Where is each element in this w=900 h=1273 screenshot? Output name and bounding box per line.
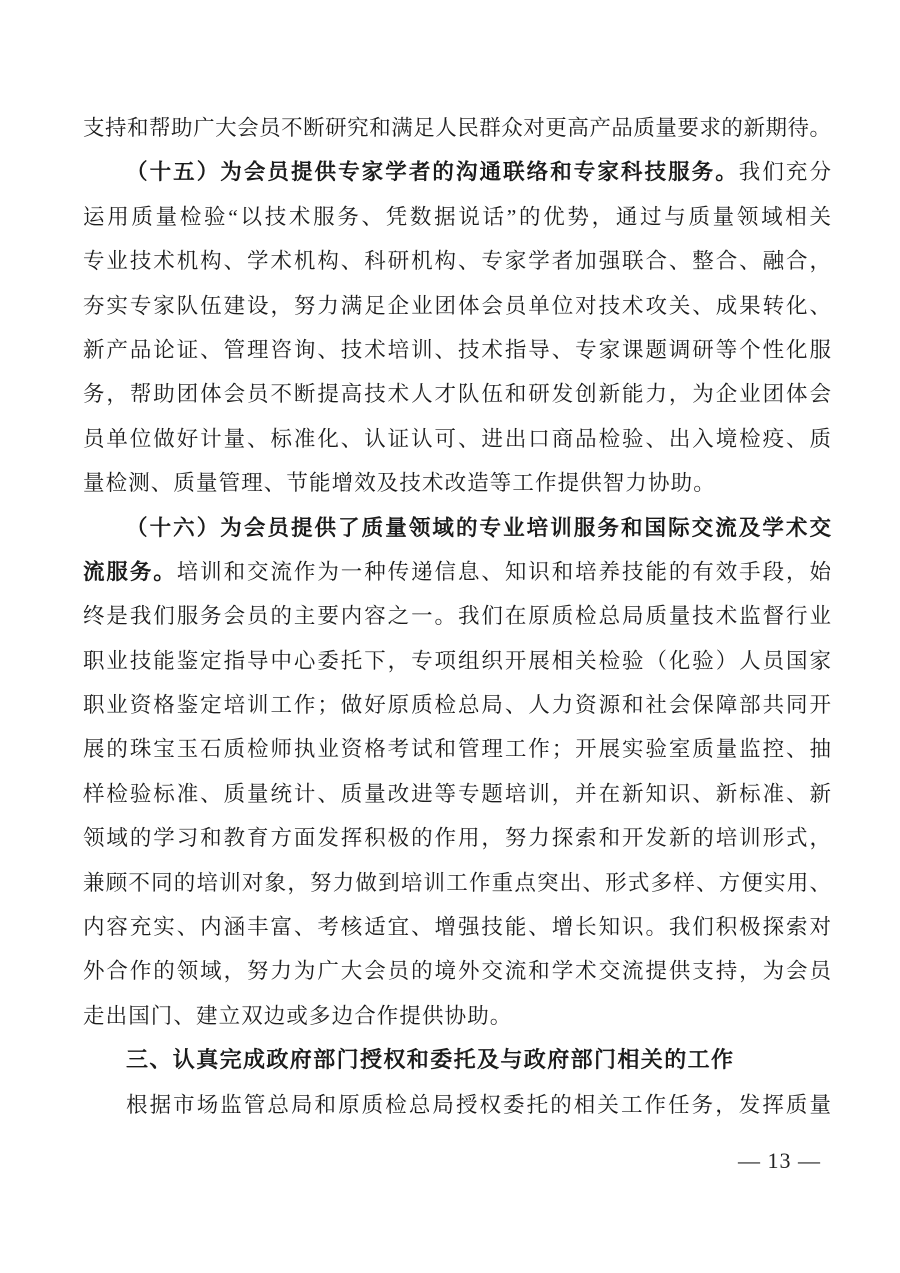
text-segment: 根据市场监管总局和原质检总局授权委托的相关工作任务，发挥质量 [126,1092,831,1117]
text-segment: 终是我们服务会员的主要内容之一。我们在原质检总局质量技术监督行业 [83,604,831,629]
text-line [83,239,831,283]
text-segment: 走出国门、建立双边或多边合作提供协助。 [83,1003,513,1028]
text-line [83,550,831,594]
text-segment: 员单位做好计量、标准化、认证认可、进出口商品检验、出入境检疫、质 [83,426,831,451]
text-segment: 兼顾不同的培训对象，努力做到培训工作重点突出、形式多样、方便实用、 [83,870,831,895]
text-segment: 我们充分 [738,160,831,185]
text-line [83,861,831,905]
text-segment: 运用质量检验“以技术服务、凭数据说话”的优势，通过与质量领域相关 [83,204,831,229]
text-line [83,949,831,993]
page-number: — 13 — [738,1148,821,1173]
text-line [83,106,831,150]
text-segment: 新产品论证、管理咨询、技术培训、技术指导、专家课题调研等个性化服 [83,337,831,362]
text-line [83,639,831,683]
text-line [83,461,831,505]
text-line [83,905,831,949]
bold-text-segment: 流服务。 [83,559,177,584]
text-segment: 展的珠宝玉石质检师执业资格考试和管理工作；开展实验室质量监控、抽 [83,737,831,762]
text-segment: 夯实专家队伍建设，努力满足企业团体会员单位对技术攻关、成果转化、 [83,293,831,318]
text-segment: 量检测、质量管理、节能增效及技术改造等工作提供智力协助。 [83,471,716,496]
text-line [83,772,831,816]
bold-text-segment: （十六）为会员提供了质量领域的专业培训服务和国际交流及学术交 [126,515,831,540]
text-segment: 支持和帮助广大会员不断研究和满足人民群众对更高产品质量要求的新期待。 [83,116,831,140]
text-line [83,594,831,638]
text-line [83,683,831,727]
text-line [83,417,831,461]
bold-text-segment: （十五）为会员提供专家学者的沟通联络和专家科技服务。 [126,160,739,185]
text-line [83,816,831,860]
text-line [83,727,831,771]
text-line [83,195,831,239]
text-line [83,1083,831,1127]
text-line [83,150,831,194]
text-segment: 专业技术机构、学术机构、科研机构、专家学者加强联合、整合、融合， [83,249,831,274]
text-line [83,994,831,1038]
text-segment: 样检验标准、质量统计、质量改进等专题培训，并在新知识、新标准、新 [83,781,831,806]
text-segment: 领域的学习和教育方面发挥积极的作用，努力探索和开发新的培训形式， [83,826,831,851]
text-segment: 职业技能鉴定指导中心委托下，专项组织开展相关检验（化验）人员国家 [83,648,831,673]
text-segment: 务，帮助团体会员不断提高技术人才队伍和研发创新能力，为企业团体会 [83,382,831,407]
text-line [83,506,831,550]
text-segment: 内容充实、内涵丰富、考核适宜、增强技能、增长知识。我们积极探索对 [83,915,831,940]
text-line [83,284,831,328]
text-line [83,328,831,372]
bold-text-segment: 三、认真完成政府部门授权和委托及与政府部门相关的工作 [126,1047,735,1073]
text-segment: 培训和交流作为一种传递信息、知识和培养技能的有效手段，始 [176,559,831,584]
text-segment: 外合作的领域，努力为广大会员的境外交流和学术交流提供支持，为会员 [83,959,831,984]
section-heading [83,1038,831,1082]
document-body [83,106,831,1127]
text-line [83,372,831,416]
text-segment: 职业资格鉴定培训工作；做好原质检总局、人力资源和社会保障部共同开 [83,693,831,718]
